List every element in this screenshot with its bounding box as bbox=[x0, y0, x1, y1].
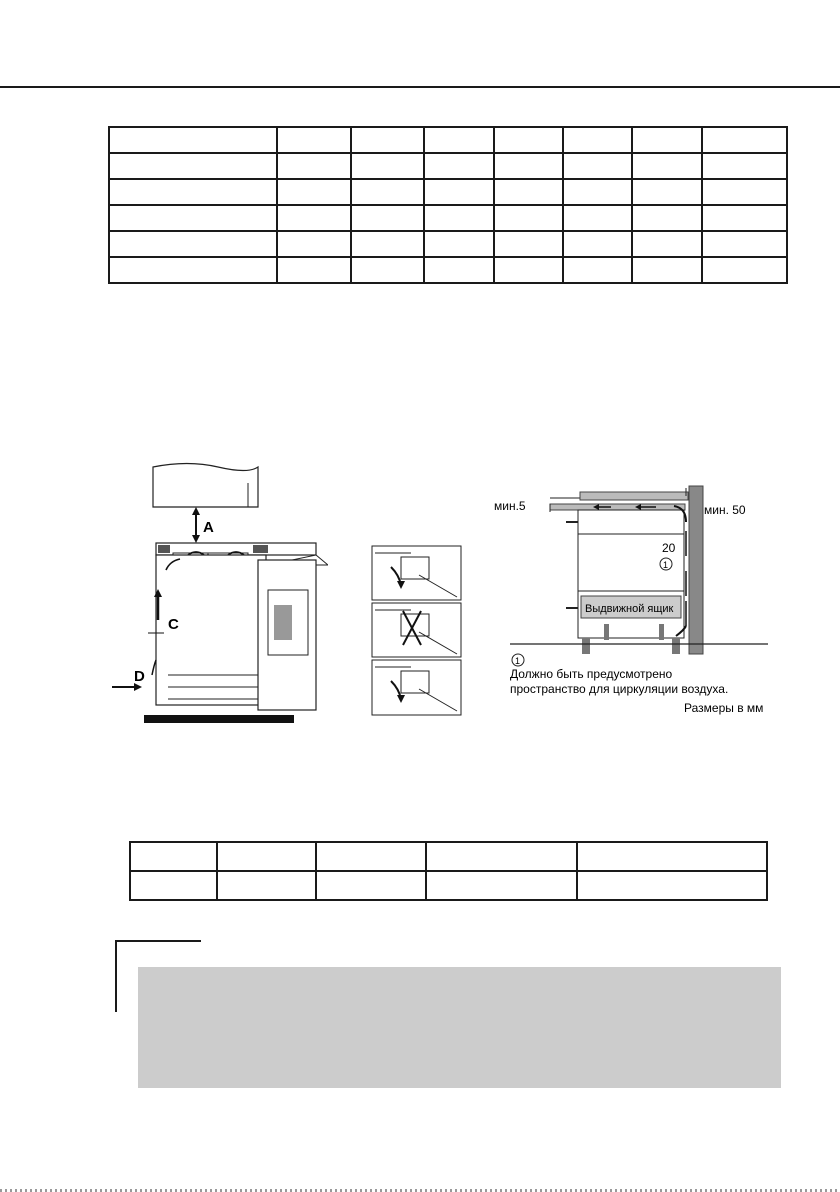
note-bracket bbox=[115, 940, 201, 942]
note-line1: Должно быть предусмотрено bbox=[510, 667, 673, 681]
marker-label: 1 bbox=[663, 560, 669, 570]
clearance-table bbox=[129, 841, 768, 901]
min50-label: мин. 50 bbox=[704, 503, 746, 517]
table-row bbox=[109, 231, 787, 257]
table-row bbox=[130, 842, 767, 871]
note-box bbox=[138, 967, 781, 1088]
panel-incorrect bbox=[372, 603, 461, 657]
airflow-diagram bbox=[486, 476, 786, 716]
ventilation-panels bbox=[371, 545, 463, 717]
label-a: A bbox=[203, 519, 214, 536]
table-row bbox=[109, 257, 787, 283]
note-bracket bbox=[115, 940, 117, 1012]
installation-diagram bbox=[108, 455, 328, 730]
label-d: D bbox=[134, 668, 145, 685]
units-label: Размеры в мм bbox=[684, 701, 764, 715]
table-row bbox=[109, 205, 787, 231]
gap20-label: 20 bbox=[662, 541, 676, 555]
table-row bbox=[109, 179, 787, 205]
panel-correct-2 bbox=[372, 660, 461, 715]
table-row bbox=[109, 153, 787, 179]
label-c: C bbox=[168, 616, 179, 633]
note-line2: пространство для циркуляции воздуха. bbox=[510, 682, 729, 696]
note-marker: 1 bbox=[515, 656, 521, 666]
panel-correct-1 bbox=[372, 546, 461, 600]
min5-label: мин.5 bbox=[494, 499, 526, 513]
drawer-label: Выдвижной ящик bbox=[585, 603, 674, 615]
header-rule bbox=[0, 86, 840, 88]
table-row bbox=[130, 871, 767, 900]
dimensions-table bbox=[108, 126, 788, 284]
table-row bbox=[109, 127, 787, 153]
